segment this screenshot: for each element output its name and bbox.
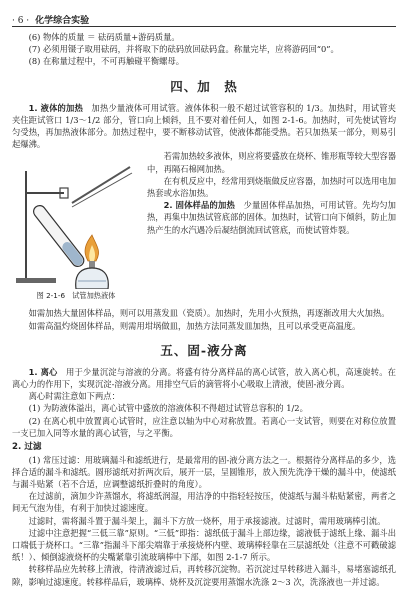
filtration-para-1: (1) 常压过滤：用玻璃漏斗和滤纸进行，是最常用的固-液分离方法之一。根据待分离样品的多少，选择合适的漏斗和滤纸。圆形滤纸对折两次后，展开一层，呈圆锥形，放入预先洗净干燥的漏斗中，使滤纸与漏斗贴紧（若不合适，应调整滤纸折叠时的角度）。 [12, 454, 396, 489]
page-number: · 6 · [12, 16, 30, 26]
liquid-heating-para-2: 若需加热较多液体，则应将要盛放在烧杯、锥形瓶等较大型容器中，再隔石棉网加热。 [147, 151, 396, 174]
crucible-para: 如需高温灼烧固体样品，则需用坩埚做皿，加热方法同蒸发皿加热，且可以承受更高温度。 [28, 320, 361, 331]
evaporating-dish-para: 如需加热大量固体样品，则可以用蒸发皿（瓷质）。加热时，先用小火预热，再逐渐改用大火加热。 [28, 308, 390, 319]
liquid-heating-text: 加热少量液体可用试管。液体体积一般不超过试管容积的 1/3。加热时，用试管夹夹住距试管口 1/3～1/2 部分，管口向上倾斜，且不要对着任何人，如图 2-1-6。加热时，可先使试管均匀受热，再加热液体部分。加热过程中，要不断移动试管，使液体都能受热。若只加热某一部分，则易引起爆沸。 [12, 102, 396, 150]
filtration-para-2: 在过滤前，滴加少许蒸馏水，将滤纸润湿，用洁净的中指轻轻按压，使滤纸与漏斗粘贴紧密，两者之间无气泡为佳，有利于加快过滤速度。 [12, 491, 396, 514]
weighing-note: (8) 在称量过程中，不可再触碰平衡螺母。 [28, 56, 185, 67]
liquid-heating-para-3: 在有机反应中，经常用到烧瓶做反应容器，加热时可以选用电加热套或水浴加热。 [147, 175, 396, 199]
filtration-heading: 2. 过滤 [12, 442, 42, 453]
centrifuge-item: (2) 在离心机中放置离心试管时，应注意以轴为中心对称放置。若离心一支试管，则要在对称位放置一支已加入同等水量的离心试管，与之平衡。 [12, 415, 396, 438]
solid-heating-heading: 2. 固体样品的加热 [163, 200, 235, 211]
weighing-note: (7) 必须用镊子取用砝码，并将取下的砝码放回砝码盒。称量完毕，应将游码回“0”。 [28, 44, 339, 55]
running-title: 化学综合实验 [35, 16, 90, 26]
filtration-para-5: 转移样品应先转移上清液，待清液滤过后，再转移沉淀物。若沉淀过早转移进入漏斗，易堵塞滤纸孔隙，影响过滤速度。转移样品后，玻璃棒、烧杯及沉淀要用蒸馏水洗涤 2～3 次，洗涤液也一并过滤。 [12, 564, 396, 587]
weighing-notes [12, 31, 396, 68]
centrifuge-heading: 1. 离心 [28, 366, 58, 377]
liquid-heating-heading: 1. 液体的加热 [28, 102, 83, 113]
section-heating-title: 四、加 热 [170, 78, 238, 94]
heating-section [12, 102, 396, 308]
test-tube-heating-illustration [12, 151, 140, 289]
figure-test-tube-heating [12, 151, 140, 305]
centrifuge-text: 用于少量沉淀与溶液的分离。将盛有待分离样品的离心试管，放入离心机，高速旋转。在离心力的作用下，实现沉淀-溶液分离。用排空气后的滴管将小心吸取上清液，使固-液分离。 [12, 366, 396, 390]
filtration-para-4: 过滤中注意把握“三低三靠”原则。“三低”即指：滤纸低于漏斗上部边缘，滤液低于滤纸上缘、漏斗出口端低于烧杯口。“三靠”指漏斗下部尖端靠于承接烧杯内壁、玻璃棒轻靠在三层滤纸处（注意不可戳破滤纸！）、倾倒滤液烧杯的尖嘴紧靠引流玻璃棒中下部，如图 2-1-7 所示。 [12, 527, 396, 563]
centrifuge-item: (1) 为防液体溢出，离心试管中盛放的溶液体积不得超过试管总容积的 1/2。 [28, 403, 308, 414]
figure-caption: 图 2-1-6 试管加热液体 [36, 291, 116, 301]
filtration-para-3: 过滤时，需将漏斗置于漏斗架上，漏斗下方放一烧杯，用于承接滤液。过滤时，需用玻璃棒引流。 [28, 515, 386, 526]
page-header [12, 8, 396, 27]
centrifuge-para [12, 366, 396, 390]
solid-heating-text: 少量固体样品加热，可用试管。先均匀加热，再集中加热试管底部的固体。加热时，试管口向下倾斜，防止加热产生的水汽遇冷后凝结倒流回试管底，而使试管炸裂。 [147, 200, 396, 235]
centrifuge-attention: 离心时需注意如下两点： [28, 391, 120, 402]
section-separation-title: 五、固-液分离 [160, 342, 248, 358]
liquid-heating-para [12, 102, 396, 151]
weighing-note: (6) 物体的质量 ＝ 砝码质量+游码质量。 [28, 32, 180, 42]
